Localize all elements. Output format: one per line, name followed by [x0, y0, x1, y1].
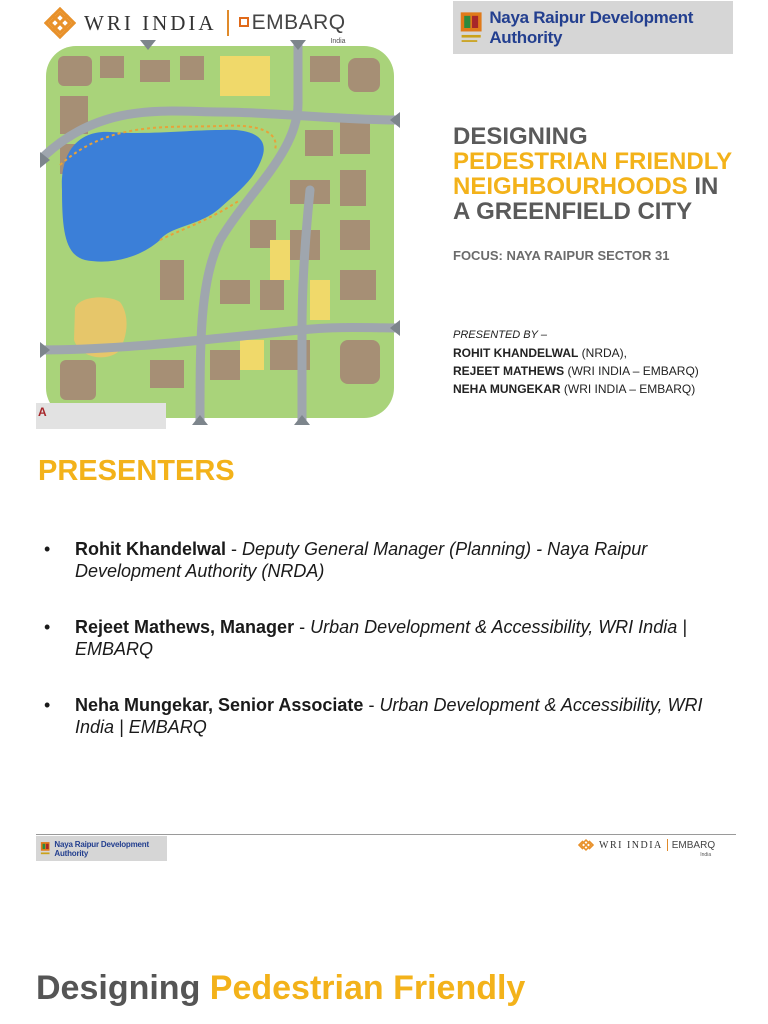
map-credit-tag — [36, 403, 166, 429]
credit-line — [453, 346, 627, 360]
credit-org: (WRI INDIA – EMBARQ) — [564, 364, 699, 378]
nrda-emblem-icon — [40, 840, 50, 858]
wri-knot-icon — [578, 837, 594, 853]
presenters-list — [40, 538, 730, 772]
embarq-logo-sub: India — [330, 38, 346, 45]
footer-wri-text: WRI INDIA — [599, 839, 663, 851]
presenter-name: Rohit Khandelwal — [75, 539, 227, 559]
presenter-role: Urban Development & Accessibility, WRI India | EMBARQ — [75, 617, 687, 659]
presenters-heading: PRESENTERS — [38, 455, 235, 487]
footer-divider — [36, 834, 736, 835]
credit-line — [453, 382, 695, 396]
presenter-name: Rejeet Mathews, Manager — [75, 617, 295, 637]
wri-embarq-logo — [44, 6, 346, 45]
title-slide — [0, 0, 768, 432]
credit-line — [453, 364, 699, 378]
embarq-logo-text: EMBARQ — [251, 11, 346, 34]
presentation-title — [453, 124, 763, 224]
footer-embarq-sub: India — [700, 852, 712, 858]
sector-31-masterplan-map — [40, 40, 400, 425]
presenter-role: Deputy General Manager (Planning) - Naya Raipur Development Authority (NRDA) — [75, 539, 648, 581]
wri-logo-text: WRI INDIA — [84, 10, 217, 35]
title-line-1: DESIGNING — [453, 123, 588, 150]
embarq-square-icon — [239, 17, 249, 27]
nrda-logo-text: Naya Raipur Development Authority — [489, 7, 694, 47]
presenter-role: Urban Development & Accessibility, WRI India | EMBARQ — [75, 695, 703, 737]
list-item — [40, 694, 730, 738]
title-line-3-rest: IN — [687, 173, 719, 200]
embarq-logo — [239, 11, 346, 45]
credit-name: NEHA MUNGEKAR — [453, 382, 561, 396]
logo-divider — [227, 10, 229, 36]
credit-org: (WRI INDIA – EMBARQ) — [560, 382, 696, 396]
next-title-highlight: Pedestrian Friendly — [209, 969, 526, 1007]
footer-logo-divider — [667, 839, 668, 851]
footer-nrda-text: Naya Raipur Development Authority — [54, 839, 149, 858]
title-line-2: PEDESTRIAN FRIENDLY — [453, 148, 733, 175]
map-credit-icon: A — [38, 405, 47, 419]
presented-by-label: PRESENTED BY – — [453, 329, 547, 341]
presenter-separator: - — [294, 617, 311, 637]
presenter-separator: - — [363, 695, 380, 715]
title-line-4: A GREENFIELD CITY — [453, 198, 693, 225]
credit-org: (NRDA), — [578, 346, 627, 360]
footer-wri-logo — [578, 836, 716, 858]
footer-nrda-logo — [36, 836, 167, 861]
title-line-3 — [453, 174, 763, 199]
next-title-start: Designing — [36, 969, 210, 1007]
list-item — [40, 616, 730, 660]
focus-subtitle: FOCUS: NAYA RAIPUR SECTOR 31 — [453, 248, 670, 263]
next-slide-title — [36, 968, 525, 1008]
nrda-emblem-icon — [459, 6, 483, 50]
list-item — [40, 538, 730, 582]
wri-knot-icon — [44, 7, 76, 39]
footer-embarq-text: EMBARQ — [671, 839, 716, 851]
credit-name: REJEET MATHEWS — [453, 364, 565, 378]
credit-name: ROHIT KHANDELWAL — [453, 346, 579, 360]
nrda-logo — [453, 1, 733, 54]
presenter-separator: - — [226, 539, 243, 559]
presenter-name: Neha Mungekar, Senior Associate — [75, 695, 364, 715]
title-line-3-highlight: NEIGHBOURHOODS — [453, 173, 688, 200]
